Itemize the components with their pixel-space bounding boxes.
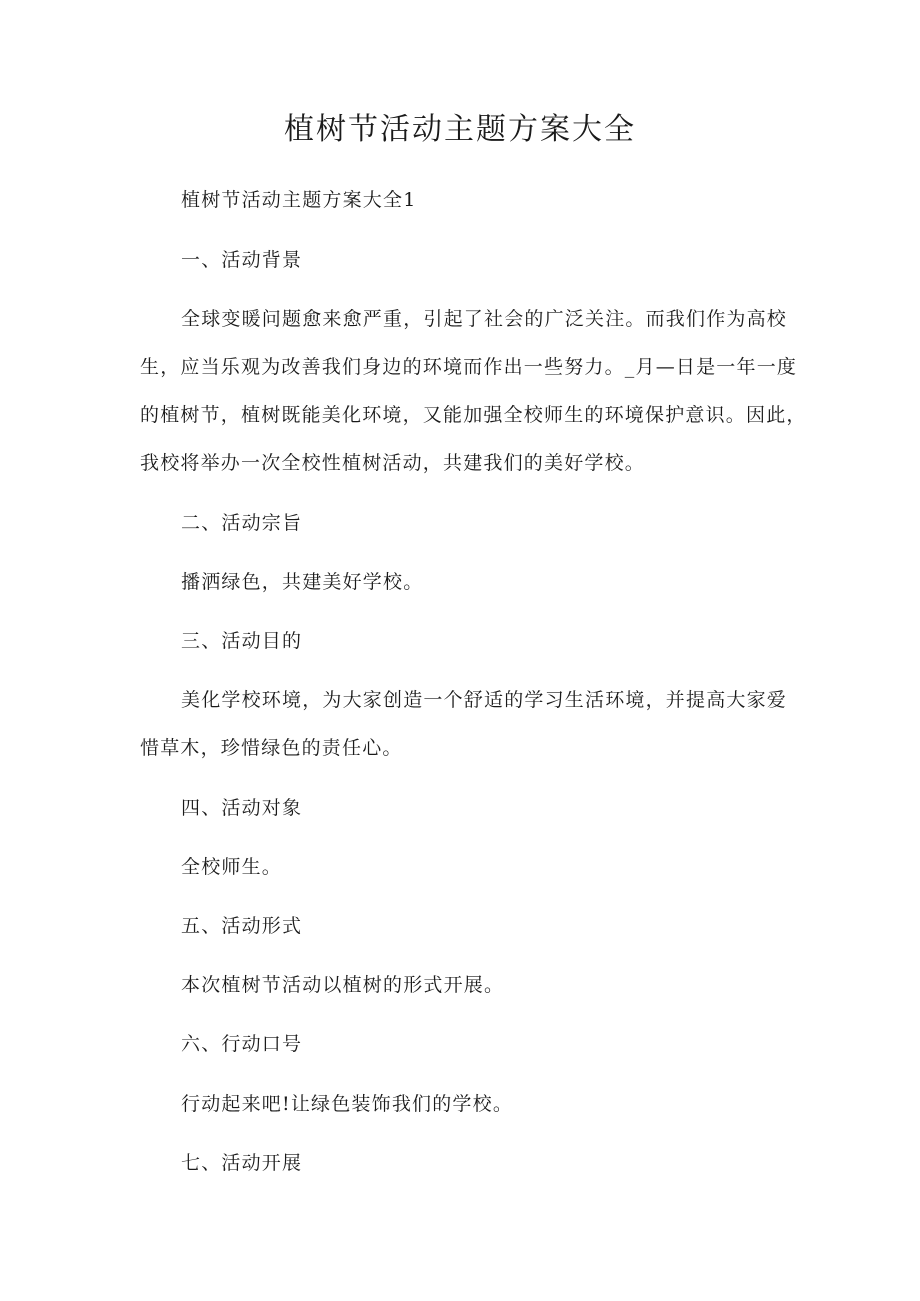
- goal-paragraph-line-2: 惜草木，珍惜绿色的责任心。: [140, 737, 403, 759]
- goal-paragraph-line-1: 美化学校环境，为大家创造一个舒适的学习生活环境，并提高大家爱: [181, 689, 788, 711]
- slogan-text: 行动起来吧!让绿色装饰我们的学校。: [181, 1093, 514, 1115]
- section-heading-form: 五、活动形式: [181, 915, 303, 937]
- form-text: 本次植树节活动以植树的形式开展。: [181, 974, 505, 996]
- section-heading-goal: 三、活动目的: [181, 630, 303, 652]
- background-paragraph-line-4: 我校将举办一次全校性植树活动，共建我们的美好学校。: [140, 452, 646, 474]
- section-heading-background: 一、活动背景: [181, 249, 303, 271]
- target-text: 全校师生。: [181, 856, 283, 878]
- background-paragraph-line-2: 生，应当乐观为改善我们身边的环境而作出一些努力。_月—日是一年一度: [140, 356, 798, 378]
- section-heading-purpose: 二、活动宗旨: [181, 512, 303, 534]
- subtitle: 植树节活动主题方案大全1: [181, 189, 417, 211]
- section-heading-target: 四、活动对象: [181, 797, 303, 819]
- section-heading-execution: 七、活动开展: [181, 1152, 303, 1174]
- background-paragraph-line-3: 的植树节，植树既能美化环境，又能加强全校师生的环境保护意识。因此，: [140, 404, 807, 426]
- section-heading-slogan: 六、行动口号: [181, 1033, 303, 1055]
- purpose-text: 播洒绿色，共建美好学校。: [181, 571, 424, 593]
- background-paragraph-line-1: 全球变暖问题愈来愈严重，引起了社会的广泛关注。而我们作为高校: [181, 308, 788, 330]
- document-title: 植树节活动主题方案大全: [284, 112, 636, 147]
